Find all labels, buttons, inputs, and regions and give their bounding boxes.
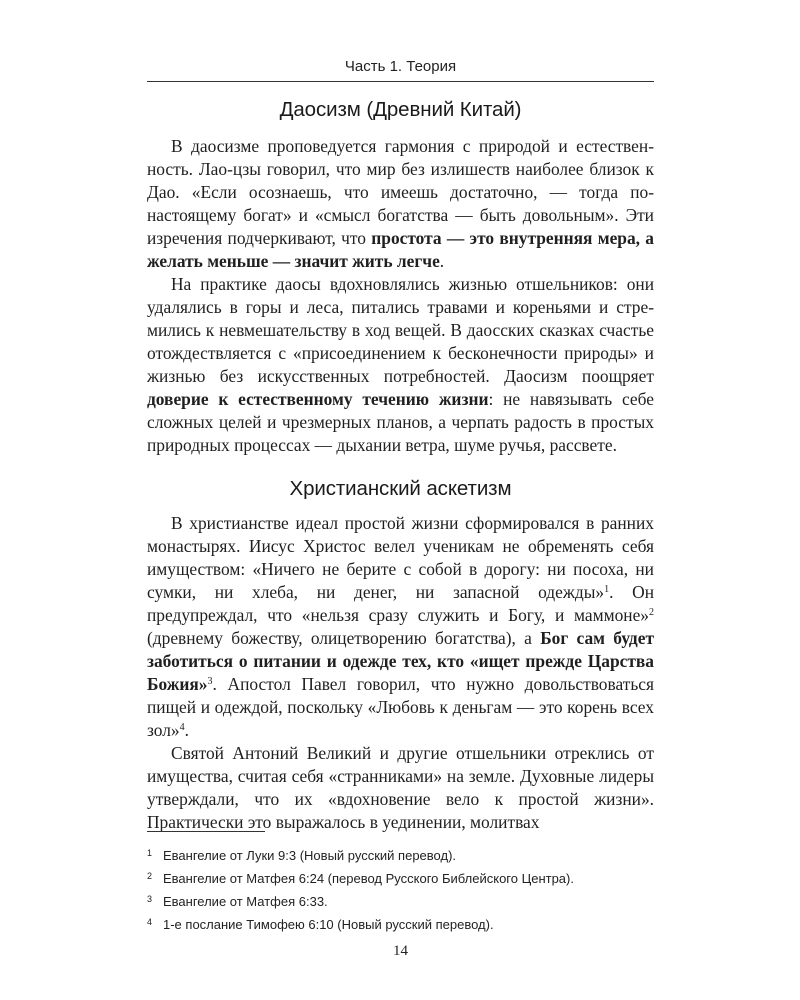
footnote-4 xyxy=(147,912,654,935)
text-run: : не навязывать себе сложных целей и чрезмерных планов, а черпать радость в простых природных процессах — дыхании ветра, шуме ручья, рассвете. xyxy=(147,389,654,455)
footnote-number: 4 xyxy=(147,917,153,927)
text-run: (древнему божеству, олицетворению богатства), а xyxy=(147,628,541,648)
text-run: . Апостол Павел говорил, что нужно довольствоваться пищей и одеждой, поскольку «Любовь к деньгам — это корень всех зол» xyxy=(147,674,654,740)
footnote-2 xyxy=(147,866,654,889)
text-run: . xyxy=(439,251,445,271)
bold-text: доверие к естественному течению жизни xyxy=(147,389,489,409)
footnotes xyxy=(147,843,654,935)
text-run: . xyxy=(184,720,189,740)
footnote-number: 3 xyxy=(147,894,153,904)
footnote-text: Евангелие от Луки 9:3 (Новый русский перевод). xyxy=(163,848,457,863)
footnote-ref: 4 xyxy=(179,722,185,733)
page-number: 14 xyxy=(393,943,408,959)
section-title-christian-asceticism: Христианский аскетизм xyxy=(289,477,512,500)
bold-text: Бог сам будет заботиться о питании и одежде тех, кто «ищет прежде Царства Божия» xyxy=(147,628,654,694)
footnote-text: Евангелие от Матфея 6:24 (перевод Русского Библейского Центра). xyxy=(163,871,574,886)
footnote-ref: 1 xyxy=(604,584,610,595)
footnote-number: 1 xyxy=(147,848,153,858)
footnote-ref: 2 xyxy=(649,607,654,618)
footnote-text: Евангелие от Матфея 6:33. xyxy=(163,894,328,909)
header-rule xyxy=(147,81,654,82)
footnote-number: 2 xyxy=(147,871,153,881)
text-run: . Он предупреждал, что «нельзя сразу служить и Богу, и маммоне» xyxy=(147,582,655,625)
bold-text: простота — это внутренняя мера, а желать меньше — значит жить легче xyxy=(147,228,654,271)
running-head: Часть 1. Теория xyxy=(344,58,457,75)
footnote-3 xyxy=(147,889,654,912)
text-run: На практике даосы вдохновлялись жизнью отшельников: они удалялись в горы и леса, питались травами и кореньями и стремились к невмешательству в ход вещей. В даосских сказках счастье отождествляется с «присоединением к бесконечности природы» и жизнью без искусственных потребностей. Даосизм поощряет xyxy=(147,274,654,386)
main-text-column xyxy=(147,86,654,834)
taoism-paragraph-1 xyxy=(147,135,654,273)
footnote-rule xyxy=(147,831,265,832)
asceticism-paragraph-2 xyxy=(147,742,654,834)
text-run: В христианстве идеал простой жизни сформировался в ранних монастырях. Иисус Христос велел ученикам не обременять себя имуществом: «Ничего не берите с собой в дорогу: ни посоха, ни сумки, ни хлеба, ни денег, ни запасной одежды» xyxy=(147,513,654,602)
asceticism-paragraph-1 xyxy=(147,512,654,742)
text-run: Святой Антоний Великий и другие отшельники отреклись от имущества, считая себя «странниками» на земле. Духовные лидеры утверждали, что их «вдохновение вело к простой жизни». Практически это выражалось в уединении, молитвах xyxy=(147,743,654,832)
footnote-1 xyxy=(147,843,654,866)
taoism-paragraph-2 xyxy=(147,273,654,457)
text-run: В даосизме проповедуется гармония с природой и естественность. Лао-цзы говорил, что мир без излишеств наиболее близок к Дао. «Если осознаешь, что имеешь достаточно, — тогда по-настоящему богат» и «смысл богатства — быть довольным». Эти изречения подчеркивают, что xyxy=(147,136,654,248)
section-title-taoism: Даосизм (Древний Китай) xyxy=(279,98,522,121)
footnote-ref: 3 xyxy=(207,676,213,687)
footnote-text: 1-е послание Тимофею 6:10 (Новый русский перевод). xyxy=(163,917,494,932)
